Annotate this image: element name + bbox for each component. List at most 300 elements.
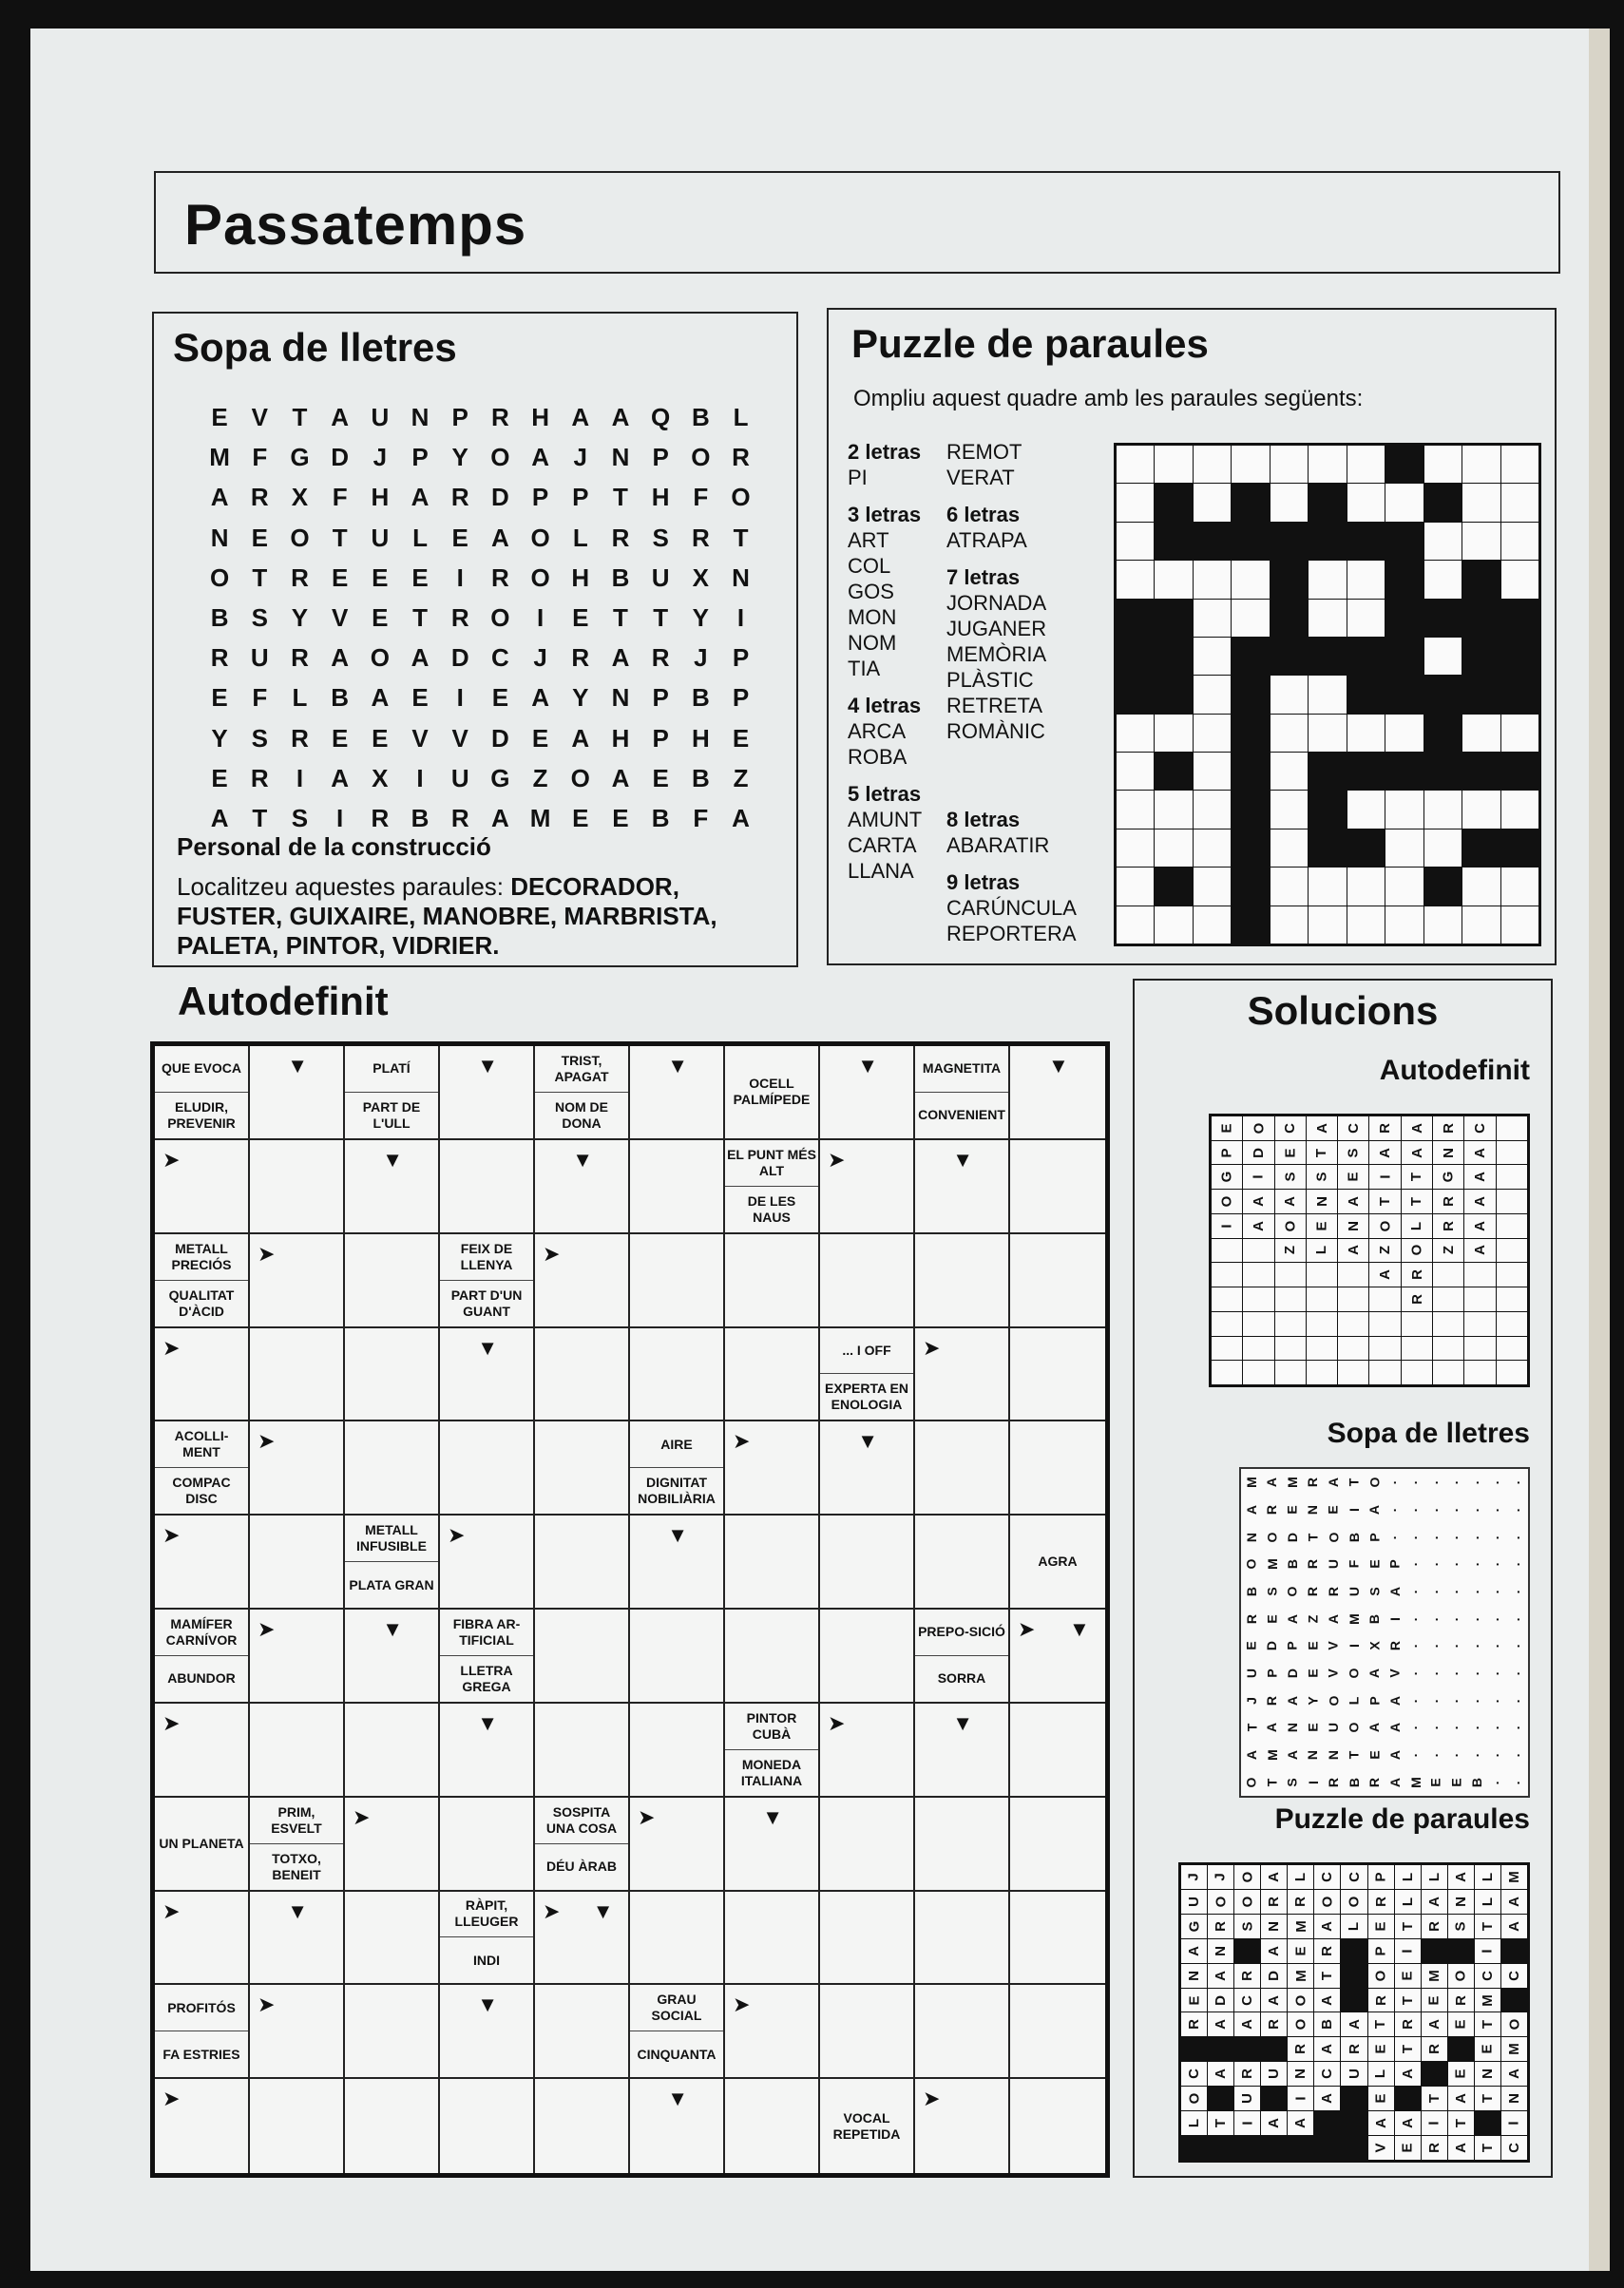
answer-cell <box>630 1610 725 1704</box>
word-search-letter: U <box>250 643 269 673</box>
solution-letter: O <box>1346 1668 1362 1679</box>
solution-cell <box>1402 1239 1432 1263</box>
clue-cell <box>1010 1516 1105 1610</box>
clue-cell <box>915 1046 1010 1140</box>
sopa-solution-cell <box>1385 1605 1405 1632</box>
solution-cell <box>1448 1865 1474 1889</box>
sopa-solution-cell <box>1344 1714 1365 1742</box>
solution-cell <box>1369 1116 1400 1140</box>
grid-cell <box>1117 753 1154 790</box>
solution-cell <box>1314 2087 1340 2110</box>
solution-letter: S <box>1284 1777 1300 1787</box>
word-search-letter: O <box>530 523 550 552</box>
solution-dot: · <box>1469 1725 1485 1730</box>
sopa-solution-cell <box>1323 1523 1344 1551</box>
grid-cell <box>1424 791 1462 828</box>
grid-cell <box>1385 484 1423 521</box>
solution-cell <box>1314 1964 1340 1988</box>
word-search-letter: E <box>572 602 589 632</box>
solution-letter: A <box>1243 1749 1259 1761</box>
word-search-letter: S <box>251 723 268 753</box>
sopa-solution-cell <box>1507 1660 1528 1687</box>
answer-cell <box>915 1985 1010 2079</box>
grid-black-cell <box>1309 638 1346 675</box>
grid-cell <box>1271 446 1308 483</box>
solution-black-cell <box>1275 1287 1306 1311</box>
solution-cell <box>1402 1287 1432 1311</box>
grid-black-cell <box>1117 676 1154 713</box>
sopa-solution-cell <box>1323 1605 1344 1632</box>
solution-black-cell <box>1341 1989 1366 2012</box>
answer-cell <box>725 1610 820 1704</box>
solution-cell <box>1314 2012 1340 2036</box>
solution-black-cell <box>1307 1337 1337 1361</box>
grid-cell <box>1309 715 1346 752</box>
solution-letter: A <box>1366 1668 1383 1679</box>
grid-cell <box>1309 906 1346 944</box>
sopa-solution-cell <box>1364 1742 1385 1769</box>
solution-letter: A <box>1505 1920 1522 1932</box>
grid-cell <box>1462 446 1500 483</box>
solution-letter: E <box>1425 1995 1442 2006</box>
solution-autodefinit-title: Autodefinit <box>1379 1055 1530 1086</box>
solution-dot: · <box>1427 1670 1443 1676</box>
solution-black-cell <box>1275 1361 1306 1384</box>
solution-cell <box>1433 1165 1463 1189</box>
sopa-solution-cell <box>1446 1497 1467 1524</box>
solution-dot: · <box>1469 1589 1485 1594</box>
solution-letter: A <box>1386 1723 1403 1733</box>
solution-cell <box>1341 2037 1366 2061</box>
grid-cell <box>1271 676 1308 713</box>
grid-cell <box>1271 715 1308 752</box>
solution-letter: I <box>1505 2121 1522 2126</box>
sopa-solution-cell <box>1507 1469 1528 1497</box>
word-group-heading: 3 letras <box>848 503 922 526</box>
grid-cell <box>1501 484 1538 521</box>
solution-letter: M <box>1292 1969 1309 1982</box>
sopa-solution-cell <box>1262 1687 1283 1714</box>
solution-cell <box>1475 2087 1500 2110</box>
solution-dot: · <box>1386 1535 1403 1539</box>
sopa-solution-cell <box>1466 1714 1487 1742</box>
solution-letter: E <box>1479 2044 1496 2054</box>
solution-letter: E <box>1305 1668 1321 1678</box>
solution-letter: A <box>1266 1994 1283 2006</box>
arrow-down-icon: ▼ <box>477 1710 498 1735</box>
solution-dot: · <box>1489 1725 1505 1730</box>
word-search-letter: R <box>491 562 509 592</box>
solution-letter: C <box>1239 1994 1256 2006</box>
solution-cell <box>1501 1915 1527 1938</box>
grid-cell <box>1347 868 1385 905</box>
arrow-down-icon: ▼ <box>592 1898 614 1923</box>
solution-letter: A <box>1326 1613 1342 1624</box>
solution-letter: G <box>1186 1920 1203 1933</box>
word-search-letter: Y <box>211 723 228 753</box>
word-search-letter: B <box>691 683 710 713</box>
solution-letter: O <box>1366 1477 1383 1488</box>
solution-cell <box>1234 1865 1260 1889</box>
sopa-solution-cell <box>1405 1605 1426 1632</box>
solution-letter: F <box>1346 1560 1362 1569</box>
sopa-solution-cell <box>1487 1523 1508 1551</box>
solution-dot: · <box>1407 1561 1423 1567</box>
solution-letter: I <box>1250 1174 1267 1179</box>
solution-letter: E <box>1186 1995 1203 2006</box>
solution-letter: A <box>1386 1695 1403 1706</box>
sopa-solution-cell <box>1323 1469 1344 1497</box>
solution-black-cell <box>1338 1361 1368 1384</box>
word-search-letter: R <box>571 643 590 673</box>
solution-letter: T <box>1313 1148 1330 1157</box>
sopa-solution-cell <box>1507 1632 1528 1660</box>
word-list-column-1 <box>848 439 922 884</box>
word-item: REMOT <box>946 440 1022 464</box>
answer-cell <box>820 1610 915 1704</box>
sopa-solution-cell <box>1405 1714 1426 1742</box>
solution-letter: A <box>1472 1172 1489 1183</box>
solution-cell <box>1369 1190 1400 1213</box>
solution-black-cell <box>1208 2087 1233 2110</box>
solution-cell <box>1275 1165 1306 1189</box>
solution-dot: · <box>1448 1643 1464 1649</box>
sopa-solution-cell <box>1262 1469 1283 1497</box>
solution-letter: T <box>1399 2045 1416 2054</box>
solution-cell <box>1288 2012 1313 2036</box>
solution-dot: · <box>1489 1589 1505 1594</box>
solution-cell <box>1501 2012 1527 2036</box>
solution-cell <box>1243 1190 1273 1213</box>
solution-cell <box>1307 1214 1337 1238</box>
clue-cell <box>725 1046 820 1140</box>
sopa-solution-cell <box>1405 1469 1426 1497</box>
word-search-letter: B <box>331 683 350 713</box>
word-search-letter: L <box>412 523 428 552</box>
word-puzzle-intro: Ompliu aquest quadre amb les paraules següents: <box>853 386 1364 411</box>
grid-black-cell <box>1232 829 1269 867</box>
solution-letter: T <box>1213 2119 1230 2128</box>
word-search-letter: F <box>332 483 348 512</box>
sopa-solution-cell <box>1364 1578 1385 1606</box>
solution-letter: N <box>1345 1220 1362 1231</box>
sopa-solution-cell <box>1282 1497 1303 1524</box>
solution-cell <box>1314 2037 1340 2061</box>
word-item: CARTA <box>848 833 917 857</box>
solution-letter: A <box>1313 1122 1330 1134</box>
solution-dot: · <box>1427 1752 1443 1758</box>
word-search-letter: N <box>611 683 630 713</box>
sopa-solution-cell <box>1385 1578 1405 1606</box>
word-search-letter: D <box>450 643 469 673</box>
solution-cell <box>1448 1915 1474 1938</box>
solution-cell <box>1395 1964 1421 1988</box>
sopa-solution-cell <box>1466 1768 1487 1796</box>
word-item: COL <box>848 554 891 578</box>
word-search-letter: R <box>371 803 390 832</box>
solution-letter: O <box>1292 2019 1309 2031</box>
clue-text: METALL PRECIÓS <box>171 1240 232 1272</box>
sopa-solution-cell <box>1466 1497 1487 1524</box>
clue-text: AIRE <box>660 1436 693 1452</box>
clue-text: INDI <box>440 1936 533 1983</box>
answer-cell <box>1010 1610 1105 1704</box>
solution-cell <box>1314 2062 1340 2086</box>
solution-cell <box>1208 2062 1233 2086</box>
sopa-solution-cell <box>1364 1714 1385 1742</box>
solution-letter: R <box>1440 1196 1457 1207</box>
solution-letter: R <box>1326 1586 1342 1597</box>
solution-letter: A <box>1386 1749 1403 1761</box>
solution-cell <box>1208 1890 1233 1914</box>
answer-cell <box>155 1892 250 1986</box>
solution-letter: T <box>1264 1778 1280 1786</box>
solution-dot: · <box>1510 1616 1526 1621</box>
solution-black-cell <box>1464 1263 1495 1287</box>
solution-cell <box>1338 1116 1368 1140</box>
grid-black-cell <box>1232 868 1269 905</box>
sopa-solution-cell <box>1466 1605 1487 1632</box>
clue-text: DÉU ÀRAB <box>535 1843 628 1890</box>
solution-cell <box>1369 1239 1400 1263</box>
answer-cell <box>535 1892 630 1986</box>
word-search-letter: Y <box>572 683 589 713</box>
grid-cell <box>1271 868 1308 905</box>
page-edge <box>1589 29 1610 2271</box>
solution-dot: · <box>1469 1670 1485 1676</box>
solution-black-cell <box>1212 1312 1242 1336</box>
solution-cell <box>1402 1263 1432 1287</box>
arrow-down-icon: ▼ <box>857 1429 878 1454</box>
answer-cell <box>440 1328 535 1422</box>
sopa-solution-cell <box>1425 1497 1446 1524</box>
clue-cell <box>440 1234 535 1328</box>
solution-letter: O <box>1186 2092 1203 2105</box>
grid-cell <box>1194 753 1231 790</box>
arrow-down-icon: ▼ <box>667 1054 688 1077</box>
solution-cell <box>1338 1239 1368 1263</box>
solution-letter: R <box>1292 2044 1309 2055</box>
grid-black-cell <box>1462 829 1500 867</box>
sopa-solution-cell <box>1323 1687 1344 1714</box>
solution-black-cell <box>1341 1939 1366 1963</box>
solution-cell <box>1422 2012 1447 2036</box>
solution-letter: R <box>1372 1896 1389 1907</box>
word-search-letter: C <box>491 643 509 673</box>
solution-letter: S <box>1345 1148 1362 1158</box>
answer-cell <box>725 1892 820 1986</box>
solution-letter: A <box>1266 1945 1283 1956</box>
grid-black-cell <box>1309 829 1346 867</box>
solution-letter: P <box>1264 1668 1280 1678</box>
solution-letter: S <box>1366 1587 1383 1596</box>
word-search-letter: J <box>694 643 708 673</box>
solution-cell <box>1448 2012 1474 2036</box>
sopa-solution-cell <box>1507 1605 1528 1632</box>
answer-cell <box>630 1140 725 1234</box>
solution-dot: · <box>1448 1561 1464 1567</box>
answer-cell <box>250 1892 345 1986</box>
sopa-solution-cell <box>1405 1551 1426 1578</box>
solution-cell <box>1261 1890 1287 1914</box>
solution-letter: N <box>1243 1532 1259 1542</box>
grid-black-cell <box>1347 829 1385 867</box>
grid-black-cell <box>1424 676 1462 713</box>
grid-cell <box>1117 829 1154 867</box>
solution-letter: S <box>1239 1921 1256 1932</box>
grid-cell <box>1385 906 1423 944</box>
solution-cell <box>1395 1915 1421 1938</box>
solution-cell <box>1288 2111 1313 2135</box>
word-search-letter: O <box>490 602 510 632</box>
sopa-solution-cell <box>1323 1714 1344 1742</box>
word-search-letter: H <box>651 483 670 512</box>
sopa-solution-cell <box>1364 1497 1385 1524</box>
sopa-solution-cell <box>1344 1768 1365 1796</box>
clue-cell <box>535 1798 630 1892</box>
solution-black-cell <box>1307 1287 1337 1311</box>
sopa-solution-cell <box>1507 1714 1528 1742</box>
sopa-solution-cell <box>1303 1605 1324 1632</box>
word-item: ABARATIR <box>946 833 1050 857</box>
grid-black-cell <box>1309 484 1346 521</box>
solution-dot: · <box>1427 1698 1443 1703</box>
grid-cell <box>1347 446 1385 483</box>
sopa-solution-cell <box>1466 1632 1487 1660</box>
solution-letter: C <box>1345 1122 1362 1134</box>
word-search-letter: R <box>491 403 509 431</box>
solution-black-cell <box>1369 1312 1400 1336</box>
solution-cell <box>1234 1989 1260 2012</box>
word-search-letter: U <box>371 403 390 431</box>
solution-black-cell <box>1402 1337 1432 1361</box>
sopa-solution-cell <box>1364 1768 1385 1796</box>
solution-letter: I <box>1218 1224 1235 1229</box>
arrow-down-icon: ▼ <box>1048 1054 1069 1077</box>
solution-letter: O <box>1250 1122 1267 1134</box>
solution-letter: A <box>1284 1613 1300 1624</box>
solution-cell <box>1234 1915 1260 1938</box>
clue-text: PLATA GRAN <box>345 1561 438 1608</box>
answer-cell <box>250 1234 345 1328</box>
clue-cell <box>345 1046 440 1140</box>
clue-cell <box>155 1985 250 2079</box>
solution-cell <box>1208 1915 1233 1938</box>
answer-cell <box>725 1798 820 1892</box>
arrow-right-icon: ➤ <box>258 1429 276 1454</box>
solution-cell <box>1475 1989 1500 2012</box>
grid-cell <box>1117 868 1154 905</box>
clue-text: METALL INFUSIBLE <box>356 1522 427 1554</box>
word-list-column-2 <box>946 439 1077 946</box>
sopa-solution-cell <box>1344 1469 1365 1497</box>
solution-cell <box>1402 1116 1432 1140</box>
solution-letter: C <box>1186 2069 1203 2080</box>
grid-cell <box>1424 829 1462 867</box>
solution-cell <box>1208 1865 1233 1889</box>
solution-letter: R <box>1408 1294 1425 1305</box>
grid-black-cell <box>1232 906 1269 944</box>
sopa-solution-cell <box>1507 1551 1528 1578</box>
solution-cell <box>1448 1890 1474 1914</box>
solution-dot: · <box>1427 1535 1443 1539</box>
solution-cell <box>1261 2062 1287 2086</box>
word-search-letter: N <box>411 403 430 431</box>
solution-cell <box>1181 2087 1207 2110</box>
sopa-solution-cell <box>1425 1660 1446 1687</box>
word-search-letter: Y <box>451 443 468 472</box>
solution-cell <box>1338 1214 1368 1238</box>
solution-dot: · <box>1448 1752 1464 1758</box>
solution-cell <box>1208 2012 1233 2036</box>
arrow-down-icon: ▼ <box>762 1804 783 1829</box>
solution-black-cell <box>1497 1116 1527 1140</box>
solution-black-cell <box>1497 1287 1527 1311</box>
solution-letter: T <box>1425 2094 1442 2104</box>
solution-letter: R <box>1266 2019 1283 2031</box>
solution-dot: · <box>1448 1507 1464 1513</box>
sopa-solution-cell <box>1303 1469 1324 1497</box>
solution-letter: M <box>1505 2043 1522 2056</box>
solution-letter: M <box>1243 1477 1259 1489</box>
sopa-solution-cell <box>1487 1578 1508 1606</box>
solution-cell <box>1288 2087 1313 2110</box>
solution-cell <box>1433 1116 1463 1140</box>
grid-black-cell <box>1271 600 1308 637</box>
clue-text: AGRA <box>1038 1554 1078 1570</box>
word-search-letter: R <box>450 602 469 632</box>
word-search-letter: E <box>211 683 228 713</box>
solution-letter: A <box>1319 1920 1336 1932</box>
word-search-letter: L <box>733 403 749 431</box>
solution-letter: L <box>1346 1696 1362 1705</box>
solution-cell <box>1433 1239 1463 1263</box>
solution-cell <box>1261 1989 1287 2012</box>
grid-cell <box>1424 523 1462 560</box>
sopa-solution-cell <box>1262 1742 1283 1769</box>
solution-letter: L <box>1399 1872 1416 1882</box>
solution-cell <box>1464 1141 1495 1165</box>
solution-cell <box>1368 2087 1394 2110</box>
arrow-right-icon: ➤ <box>448 1523 466 1548</box>
sopa-solution-cell <box>1487 1551 1508 1578</box>
word-group-heading: 7 letras <box>946 565 1021 589</box>
solution-cell <box>1402 1214 1432 1238</box>
solution-dot: · <box>1407 1752 1423 1758</box>
grid-cell <box>1194 561 1231 598</box>
grid-black-cell <box>1385 638 1423 675</box>
solution-cell <box>1501 2037 1527 2061</box>
grid-cell <box>1462 791 1500 828</box>
solution-black-cell <box>1314 2111 1340 2135</box>
solution-letter: O <box>1346 1722 1362 1733</box>
sopa-solution-cell <box>1425 1578 1446 1606</box>
solution-dot: · <box>1489 1616 1505 1621</box>
solution-letter: A <box>1386 1777 1403 1787</box>
solution-cell <box>1275 1190 1306 1213</box>
word-search-letter: A <box>611 763 630 792</box>
grid-cell <box>1117 484 1154 521</box>
solution-letter: D <box>1266 1970 1283 1981</box>
solution-black-cell <box>1307 1312 1337 1336</box>
solution-black-cell <box>1422 1939 1447 1963</box>
solution-black-cell <box>1338 1287 1368 1311</box>
solution-letter: C <box>1505 2143 1522 2153</box>
grid-cell <box>1117 561 1154 598</box>
word-search-letter: A <box>371 683 390 713</box>
solution-black-cell <box>1181 2136 1207 2160</box>
solution-letter: D <box>1250 1147 1267 1158</box>
